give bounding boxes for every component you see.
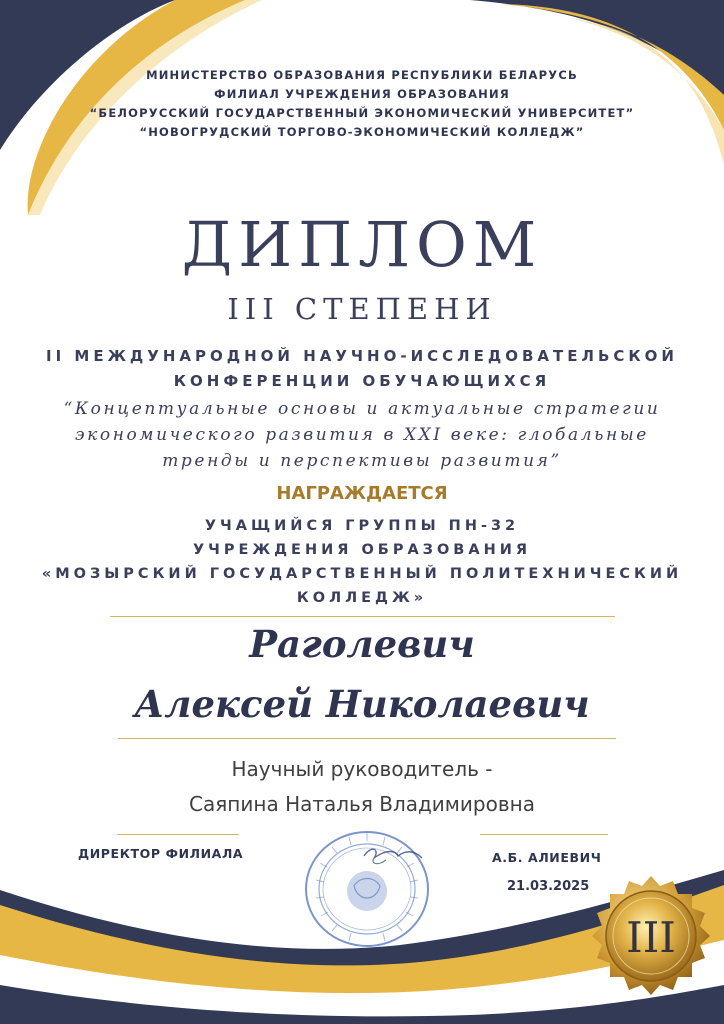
branch-line: ФИЛИАЛ УЧРЕЖДЕНИЯ ОБРАЗОВАНИЯ — [214, 87, 510, 101]
recipient-given-names: Алексей Николаевич — [134, 682, 590, 726]
topic-line-3: тренды и перспективы развития” — [162, 451, 562, 471]
recipient-surname: Раголевич — [249, 622, 475, 666]
recipient-group: УЧАЩИЙСЯ ГРУППЫ ПН-32 — [204, 518, 520, 534]
issue-date: 21.03.2025 — [507, 879, 590, 894]
medal-label: III — [626, 913, 676, 962]
advisor-label: Научный руководитель - — [231, 757, 493, 781]
topic-line-2: экономического развития в XXI веке: глобальные — [75, 425, 649, 445]
left-signature-rule — [117, 834, 239, 835]
college-line: “НОВОГРУДСКИЙ ТОРГОВО-ЭКОНОМИЧЕСКИЙ КОЛЛЕДЖ” — [139, 125, 585, 139]
right-signature-rule — [480, 834, 608, 835]
advisor-name: Саяпина Наталья Владимировна — [189, 792, 535, 816]
gold-medal-icon — [582, 874, 720, 1018]
name-top-rule — [110, 616, 615, 617]
conference-line-1: II МЕЖДУНАРОДНОЙ НАУЧНО-ИССЛЕДОВАТЕЛЬСКОЙ — [46, 347, 678, 365]
topic-line-1: “Концептуальные основы и актуальные стратегии — [63, 399, 661, 419]
director-name: А.Б. АЛИЕВИЧ — [492, 850, 602, 865]
degree-label: III СТЕПЕНИ — [227, 292, 497, 326]
ministry-line: МИНИСТЕРСТВО ОБРАЗОВАНИЯ РЕСПУБЛИКИ БЕЛАРУСЬ — [146, 68, 578, 82]
name-bottom-rule — [118, 738, 616, 739]
university-line: “БЕЛОРУССКИЙ ГОСУДАРСТВЕННЫЙ ЭКОНОМИЧЕСКИЙ УНИВЕРСИТЕТ” — [89, 106, 635, 120]
diploma-title: ДИПЛОМ — [181, 208, 543, 281]
director-title: ДИРЕКТОР ФИЛИАЛА — [78, 846, 244, 861]
recipient-institution-line: УЧРЕЖДЕНИЯ ОБРАЗОВАНИЯ — [192, 542, 532, 558]
recipient-college-line-2: КОЛЛЕДЖ» — [296, 590, 428, 606]
awarded-label: НАГРАЖДАЕТСЯ — [276, 483, 448, 504]
recipient-college-line: «МОЗЫРСКИЙ ГОСУДАРСТВЕННЫЙ ПОЛИТЕХНИЧЕСКИЙ — [41, 566, 683, 582]
emblem-icon — [347, 871, 387, 911]
official-seal — [302, 828, 432, 950]
conference-line-2: КОНФЕРЕНЦИИ ОБУЧАЮЩИХСЯ — [173, 372, 551, 390]
